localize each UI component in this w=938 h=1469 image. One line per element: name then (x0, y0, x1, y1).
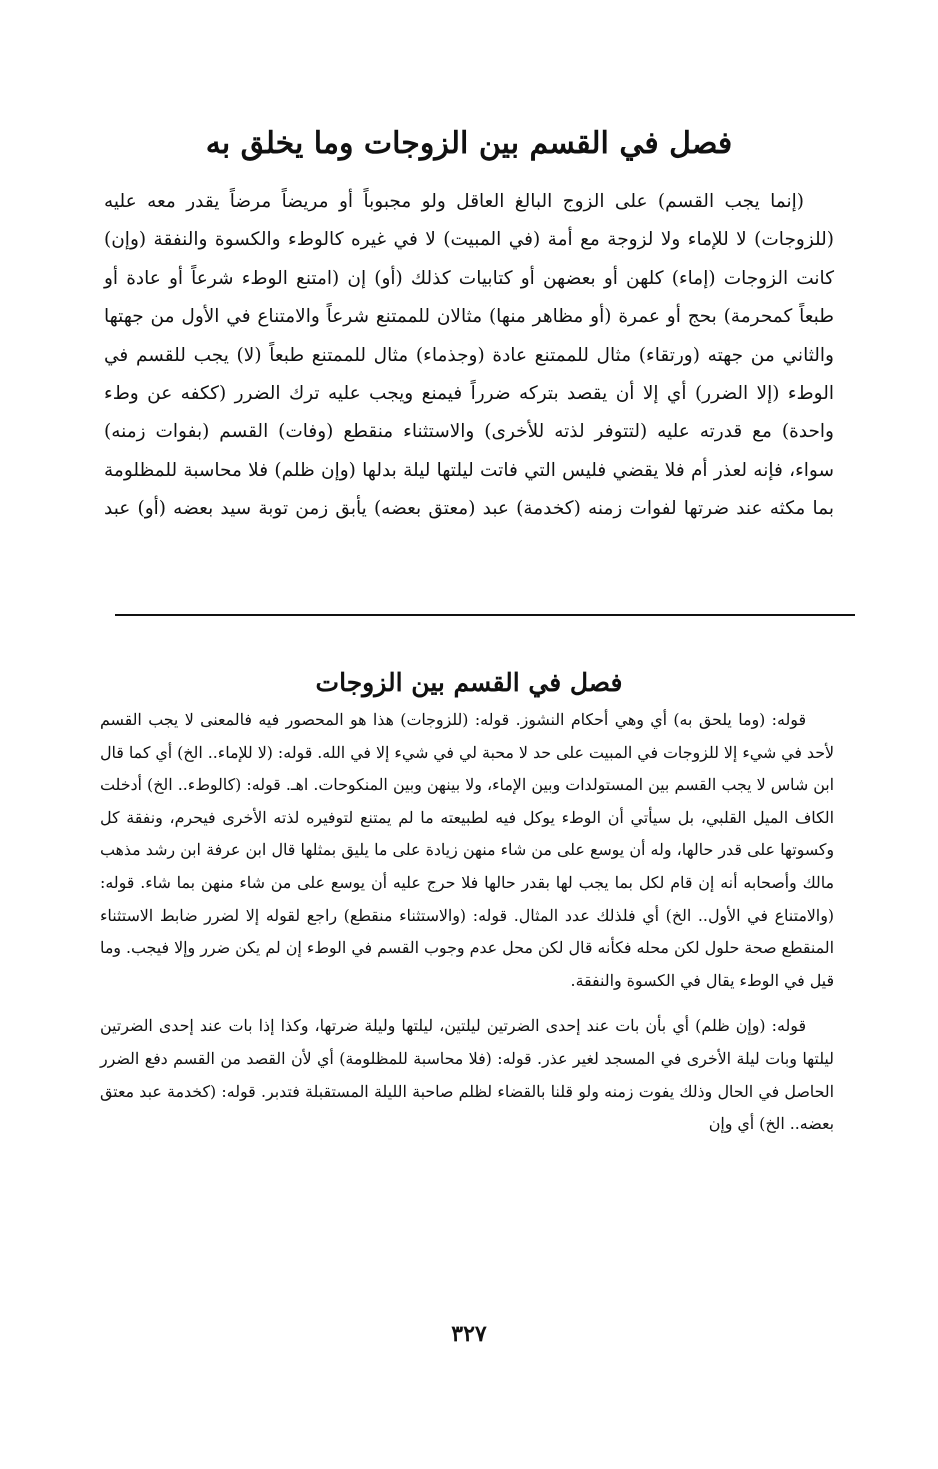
section-heading: فصل في القسم بين الزوجات وما يخلق به (205, 126, 733, 162)
commentary-paragraph: قوله: (وإن ظلم) أي بأن بات عند إحدى الضرتين ليلتين، ليلتها وليلة ضرتها، وكذا إذا بات عند إحدى الضرتين ليلتها وبات ليلة الأخرى في المسجد لغير عذر. قوله: (فلا محاسبة للمظلومة) أي لأن القصد من القسم دفع الضرر الحاصل في الحال وذلك يفوت زمنه ولو قلنا بالقضاء لظلم صاحبة الليلة المستقبلة فتدبر. قوله: (كخدمة عبد معتق بعضه.. الخ) أي وإن (100, 1016, 834, 1134)
page-number: ٣٢٧ (451, 1321, 487, 1347)
commentary-text (100, 704, 834, 1141)
commentary-paragraph: قوله: (وما يلحق به) أي وهي أحكام النشوز. قوله: (للزوجات) هذا هو المحصور فيه فالمعنى لا يجب القسم لأحد في شيء إلا للزوجات في المبيت على حد لا محبة لي في شيء إلا في الله. قوله: (لا للإماء.. الخ) أي كما قال ابن شاس لا يجب القسم بين المستولدات وبين الإماء، ولا بينهن وبين المنكوحات. اهـ. قوله: (كالوطء.. الخ) أدخلت الكاف الميل القلبي، بل سيأتي أن الوطء يوكل فيه لطبيعته ما لم يمتنع لتوفيره لذته الأخرى فيحرم، ونفقة كل وكسوتها على قدر حالها، وله أن يوسع على من شاء منهن زيادة على ما يليق بمثلها قال ابن عرفة ابن رشد مذهب مالك وأصحابه أنه إن قام لكل بما يجب لها بقدر حالها فلا حرج عليه أن يوسع على من شاء منهن بما شاء. قوله: (والامتناع في الأول.. الخ) أي فلذلك عدد المثال. قوله: (والاستثناء منقطع) راجع لقوله إلا لضرر ضابط الاستثناء المنقطع صحة حلول لكن محله فكأنه قال لكن محل عدم وجوب القسم في الوطء إن لم يكن ضرر وإلا فيجب. وما قيل في الوطء يقال في الكسوة والنفقة. (100, 710, 834, 990)
footnote-divider (115, 614, 855, 616)
main-text (104, 183, 834, 529)
main-text-paragraph: (إنما يجب القسم) على الزوج البالغ العاقل ولو مجبوباً أو مريضاً مرضاً يقدر معه عليه (للزوجات) لا للإماء ولا لزوجة مع أمة (في المبيت) لا في غيره كالوطء والكسوة والنفقة (وإن) كانت الزوجات (إماء) كلهن أو بعضهن أو كتابيات كذلك (أو) إن (امتنع الوطء شرعاً أو عادة أو طبعاً كمحرمة) بحج أو عمرة (أو مظاهر منها) مثالان للممتنع شرعاً والامتناع في الأول من جهتها والثاني من جهته (ورتقاء) مثال للممتنع عادة (وجذماء) مثال للممتنع طبعاً (لا) يجب للقسم في الوطء (إلا الضرر) أي إلا أن يقصد بتركه ضرراً فيمنع ويجب عليه ترك الضرر (ككفه عن وطء واحدة) مع قدرته عليه (لتتوفر لذته للأخرى) والاستثناء منقطع (وفات) القسم (بفوات زمنه) سواء، فإنه لعذر أم فلا يقضي فليس التي فاتت ليلتها ليلة بدلها (وإن ظلم) فلا محاسبة للمظلومة بما مكثه عند ضرتها لفوات زمنه (كخدمة) عبد (معتق بعضه) يأبق زمن توبة سيد بعضه (أو) عبد (104, 191, 834, 520)
commentary-heading: فصل في القسم بين الزوجات (315, 667, 623, 697)
